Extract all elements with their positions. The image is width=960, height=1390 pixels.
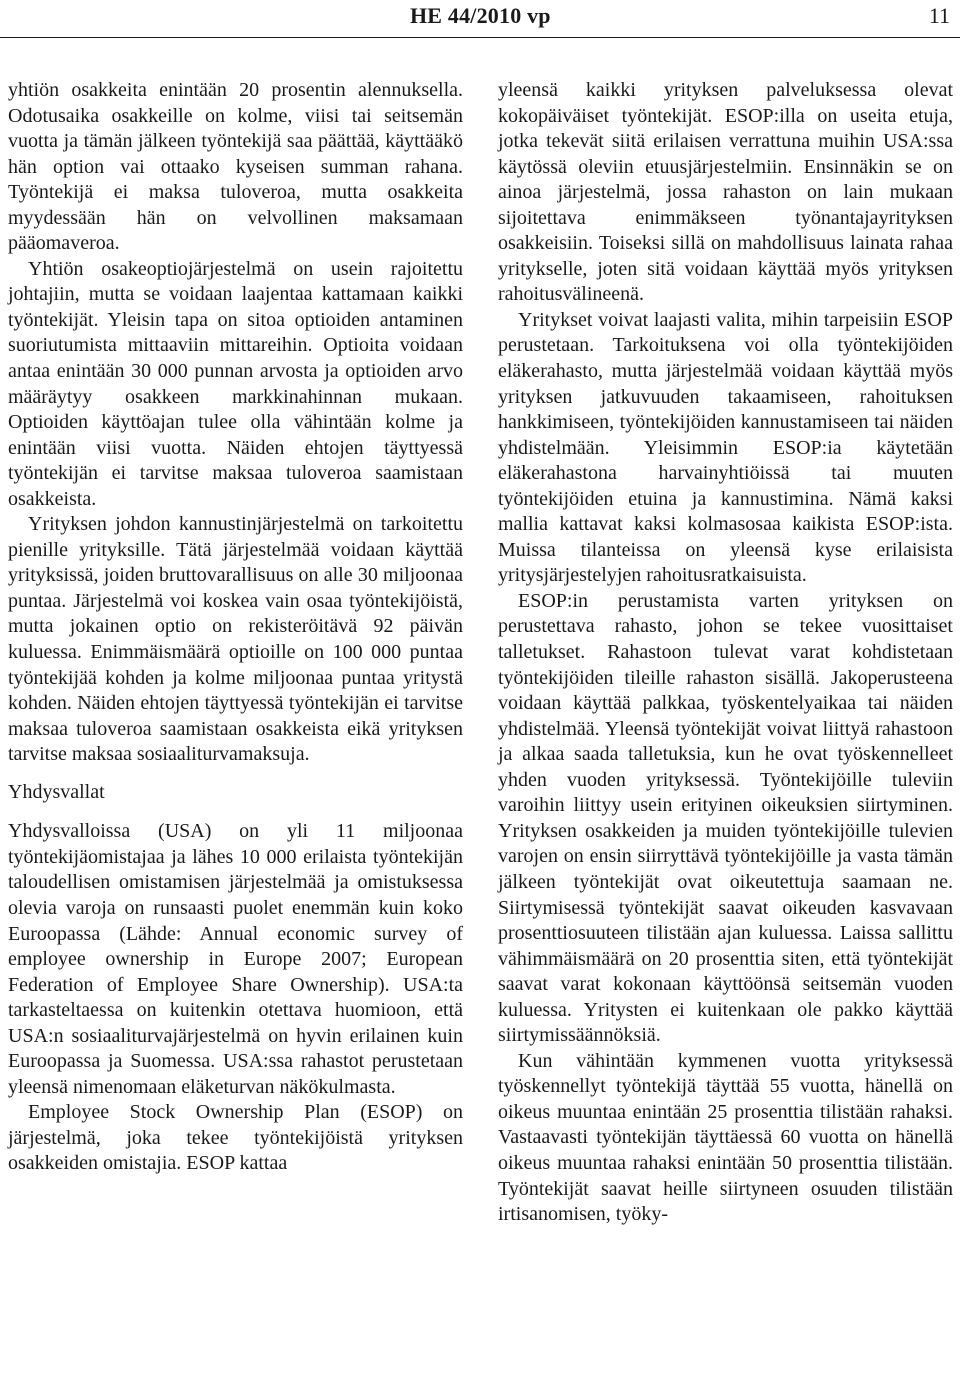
left-column (8, 78, 463, 1177)
page-header (0, 0, 960, 40)
paragraph: Yrityksen johdon kannustinjärjestelmä on tarkoitettu pienille yrityksille. Tätä järjestelmää voidaan käyttää yrityksissä, joiden bruttovarallisuus on alle 30 miljoonaa puntaa. Järjestelmä voi koskea vain osaa työntekijöistä, mutta jokainen optio on rekisteröitävä 92 päivän kuluessa. Enimmäismäärä optioille on 100 000 puntaa työntekijää kohden ja kolme miljoonaa puntaa yritystä kohden. Näiden ehtojen täyttyessä työntekijän ei tarvitse maksaa tuloveroa saamistaan osakkeista eikä yrityksen tarvitse maksaa sosiaaliturvamaksuja. (8, 513, 463, 766)
paragraph: yhtiön osakkeita enintään 20 prosentin alennuksella. Odotusaika osakkeille on kolme, viisi tai seitsemän vuotta ja tämän jälkeen työntekijä saa päättää, käyttääkö hän option vai ottaako kyseisen summan rahana. Työntekijä ei maksa tuloveroa, mutta osakkeita myydessään hän on velvollinen maksamaan pääomaveroa. (8, 79, 463, 255)
paragraph: Employee Stock Ownership Plan (ESOP) on järjestelmä, joka tekee työntekijöistä yrityksen osakkeiden omistajia. ESOP kattaa (8, 1101, 463, 1175)
section-heading: Yhdysvallat (8, 780, 105, 803)
paragraph: ESOP:in perustamista varten yrityksen on perustettava rahasto, johon se tekee vuosittaiset talletukset. Rahastoon tulevat varat kohdistetaan työntekijöiden tileille rahaston sisällä. Jakoperusteena voidaan käyttää palkkaa, työskentelyaikaa tai näiden yhdistelmää. Yleensä työntekijät voivat liittyä rahastoon ja alkaa saada talletuksia, kun he ovat työskennelleet yhden vuoden yrityksessä. Työntekijöille tuleviin varoihin liittyy usein erityinen oikeuksien siirtyminen. Yrityksen osakkeiden ja muiden työntekijöille tulevien varojen on ensin siirryttävä työntekijöille ja vasta tämän jälkeen työntekijät ovat oikeutettuja saamaan ne. Siirtymisessä työntekijät saavat oikeuden kasvavaan prosenttiosuuteen tilistään ajan kuluessa. Laissa sallittu vähimmäismäärä on 20 prosenttia siten, että työntekijät saavat varat kokonaan käyttöönsä seitsemän vuoden kuluessa. Yritysten ei kuitenkaan ole pakko käyttää siirtymissäännöksiä. (498, 589, 953, 1047)
paragraph: Yritykset voivat laajasti valita, mihin tarpeisiin ESOP perustetaan. Tarkoituksena voi olla työntekijöiden eläkerahasto, mutta järjestelmää voidaan käyttää myös yrityksen jatkuvuuden takaamiseen, rahoituksen hankkimiseen, työntekijöiden kannustamiseen tai näiden yhdistelmään. Yleisimmin ESOP:ia käytetään eläkerahastona harvainyhtiöissä tai muuten työntekijöiden etuina ja kannustimina. Nämä kaksi mallia kattavat kaksi kolmasosaa kaikista ESOP:ista. Muissa tilanteissa on yleensä kyse erilaisista yritysjärjestelyjen rahoitusratkaisuista. (498, 308, 953, 587)
document-id: HE 44/2010 vp (410, 3, 551, 28)
paragraph: Yhtiön osakeoptiojärjestelmä on usein rajoitettu johtajiin, mutta se voidaan laajentaa kattamaan kaikki työntekijät. Yleisin tapa on sitoa optioiden antaminen suoriutumista mittaaviin mittareihin. Optioita voidaan antaa enintään 30 000 punnan arvosta ja optioiden arvo määräytyy osakkeen markkinahinnan mukaan. Optioiden käyttöajan tulee olla vähintään kolme ja enintään viisi vuotta. Näiden ehtojen täyttyessä työntekijän ei tarvitse maksaa tuloveroa saamistaan osakkeista. (8, 257, 463, 510)
right-column (498, 78, 953, 1228)
header-rule (0, 37, 960, 38)
paragraph: Kun vähintään kymmenen vuotta yrityksessä työskennellyt työntekijä täyttää 55 vuotta, hänellä on oikeus muuntaa enintään 25 prosenttia tilistään rahaksi. Vastaavasti työntekijän täyttäessä 60 vuotta on hänellä oikeus muuntaa rahaksi enintään 50 prosenttia tilistään. Työntekijät saavat heille siirtyneen osuuden tilistään irtisanomisen, työky- (498, 1049, 953, 1226)
paragraph: Yhdysvalloissa (USA) on yli 11 miljoonaa työntekijäomistajaa ja lähes 10 000 erilaista työntekijän taloudellisen omistamisen järjestelmää ja omistuksessa olevia varoja on runsaasti puolet enemmän kuin koko Euroopassa (Lähde: Annual economic survey of employee ownership in Europe 2007; European Federation of Employee Share Ownership). USA:ta tarkasteltaessa on kuitenkin otettava huomioon, että USA:n sosiaaliturvajärjestelmä on hyvin erilainen kuin Euroopassa ja Suomessa. USA:ssa rahastot perustetaan yleensä nimenomaan eläketurvan näkökulmasta. (8, 820, 463, 1098)
paragraph: yleensä kaikki yrityksen palveluksessa olevat kokopäiväiset työntekijät. ESOP:illa on useita etuja, jotka tekevät siitä erilaisen verrattuna muihin USA:ssa käytössä oleviin etuusjärjestelmiin. Ensinnäkin se on ainoa järjestelmä, jossa rahaston on lain mukaan sijoitettava enimmäkseen työnantajayrityksen osakkeisiin. Toiseksi sillä on mahdollisuus lainata rahaa yritykselle, joten sitä voidaan käyttää myös yrityksen rahoitusvälineenä. (498, 79, 953, 306)
page-number: 11 (928, 3, 950, 28)
